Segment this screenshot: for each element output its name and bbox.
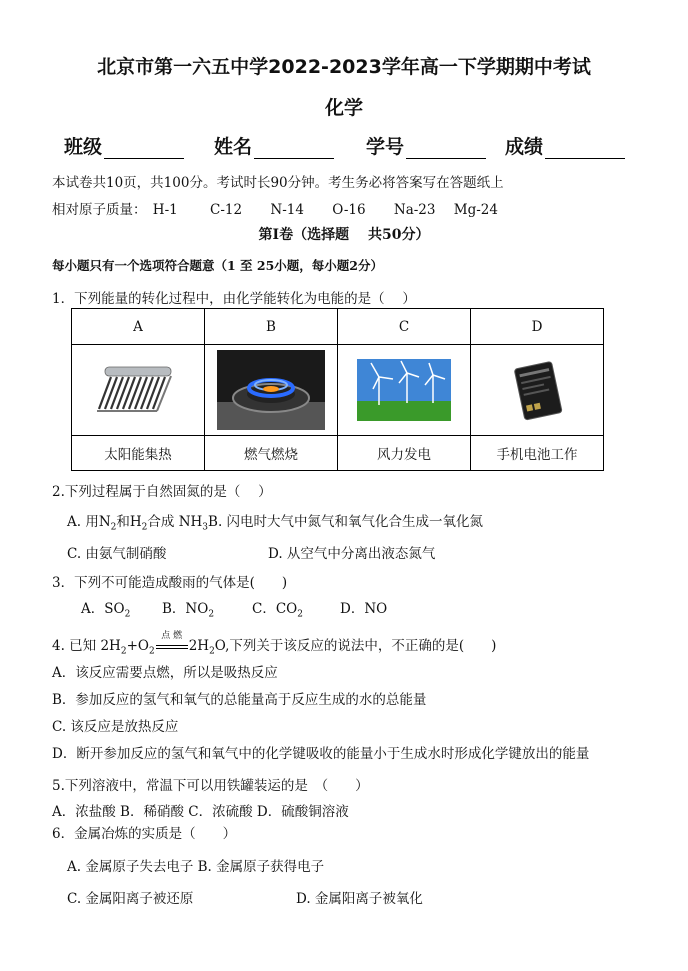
q1-stem: 1．下列能量的转化过程中，由化学能转化为电能的是（ ） — [52, 291, 416, 307]
q3-c-sub: 2 — [297, 609, 303, 620]
q3-stem: 3．下列不可能造成酸雨的气体是( ) — [52, 575, 288, 591]
mass-o: O-16 — [332, 202, 366, 218]
q2-option-d[interactable]: D. 从空气中分离出液态氮气 — [268, 546, 436, 562]
q2-a-sub2: 2 — [141, 522, 148, 533]
q4-option-a[interactable]: A．该反应需要点燃，所以是吸热反应 — [52, 665, 278, 681]
q3-option-d[interactable]: D．NO — [340, 601, 388, 617]
q2-a-text2: 和H — [116, 514, 142, 530]
q4-text-pre: 4. 已知 2H — [52, 638, 121, 654]
score-field[interactable] — [505, 132, 625, 159]
q2-b-text: B. 闪电时大气中氮气和氧气化合生成一氧化氮 — [208, 514, 484, 530]
q2-option-ab[interactable] — [67, 510, 483, 533]
mass-mg: Mg-24 — [453, 202, 498, 218]
q4-condition: 点 燃 — [161, 631, 183, 641]
q5-options[interactable]: A．浓盐酸 B．稀硝酸 C．浓硫酸 D．硫酸铜溶液 — [52, 804, 349, 820]
q4-option-b[interactable]: B．参加反应的氢气和氧气的总能量高于反应生成的水的总能量 — [52, 692, 427, 708]
q4-stem — [52, 631, 497, 657]
q4-text-prod: 2H — [188, 638, 210, 654]
q1-option-c-image — [338, 345, 471, 436]
q1-option-c-caption: 风力发电 — [338, 436, 471, 471]
phone-battery-icon — [509, 359, 565, 421]
q1-option-b-image — [205, 345, 338, 436]
q1-option-c-letter[interactable]: C — [338, 309, 471, 345]
q1-option-d-image — [471, 345, 604, 436]
q6-option-d[interactable]: D. 金属阳离子被氧化 — [296, 891, 423, 907]
q1-option-d-caption: 手机电池工作 — [471, 436, 604, 471]
q4-option-d[interactable]: D．断开参加反应的氢气和氧气中的化学键吸收的能量小于生成水时形成化学键放出的能量 — [52, 746, 590, 762]
q1-options-table — [71, 308, 604, 471]
q4-sub3: 2 — [209, 646, 215, 657]
q2-a-text3: 合成 NH — [147, 514, 203, 530]
q3-a-sub: 2 — [124, 609, 131, 620]
class-field[interactable] — [64, 132, 184, 159]
q2-option-c[interactable]: C. 由氨气制硝酸 — [67, 546, 167, 562]
q1-option-d-letter[interactable]: D — [471, 309, 604, 345]
q2-stem: 2.下列过程属于自然固氮的是（ ） — [52, 484, 272, 500]
q1-option-b-caption: 燃气燃烧 — [205, 436, 338, 471]
gas-burner-icon — [217, 350, 325, 430]
q2-a-sub3: 3 — [202, 522, 209, 533]
student-id-blank[interactable] — [406, 138, 486, 159]
mass-c: C-12 — [210, 202, 243, 218]
q4-text-post: O,下列关于该反应的说法中，不正确的是( ) — [214, 638, 497, 654]
name-blank[interactable] — [254, 138, 334, 159]
section-instruction: 每小题只有一个选项符合题意（1 至 25小题，每小题2分） — [52, 258, 383, 273]
name-label: 姓名 — [214, 136, 253, 158]
q4-option-c[interactable]: C. 该反应是放热反应 — [52, 719, 179, 735]
q3-option-a[interactable] — [81, 597, 130, 620]
exam-title: 北京市第一六五中学2022-2023学年高一下学期期中考试 — [97, 56, 591, 78]
q3-c-text: C．CO — [252, 601, 298, 617]
q1-option-b-letter[interactable]: B — [205, 309, 338, 345]
section-title: 第Ⅰ卷（选择题 共50分） — [258, 227, 430, 243]
q6-option-ab[interactable]: A. 金属原子失去电子 B. 金属原子获得电子 — [67, 859, 325, 875]
exam-info: 本试卷共10页，共100分。考试时长90分钟。考生务必将答案写在答题纸上 — [52, 175, 504, 191]
class-blank[interactable] — [104, 138, 184, 159]
q6-stem: 6．金属冶炼的实质是（ ） — [52, 826, 237, 842]
student-id-label: 学号 — [366, 136, 405, 158]
q4-sub2: 2 — [148, 646, 155, 657]
q3-b-sub: 2 — [208, 609, 215, 620]
atomic-label: 相对原子质量： — [52, 202, 147, 218]
q4-text-plus: +O — [126, 638, 149, 654]
q2-a-text: A. 用N — [67, 514, 111, 530]
wind-turbine-icon — [357, 359, 451, 421]
class-label: 班级 — [64, 136, 103, 158]
q4-equals-sign — [156, 645, 188, 649]
mass-h: H-1 — [152, 202, 178, 218]
q3-b-text: B．NO — [162, 601, 209, 617]
solar-heater-icon — [91, 359, 186, 421]
q4-arrow — [155, 631, 189, 654]
q1-option-a-letter[interactable]: A — [72, 309, 205, 345]
mass-na: Na-23 — [393, 202, 436, 218]
mass-n: N-14 — [270, 202, 304, 218]
q3-option-c[interactable] — [252, 597, 303, 620]
q1-option-a-caption: 太阳能集热 — [72, 436, 205, 471]
q2-a-sub1: 2 — [110, 522, 117, 533]
q1-option-a-image — [72, 345, 205, 436]
student-id-field[interactable] — [366, 132, 486, 159]
q4-sub1: 2 — [120, 646, 127, 657]
name-field[interactable] — [214, 132, 334, 159]
q3-option-b[interactable] — [162, 597, 214, 620]
q5-stem: 5.下列溶液中，常温下可以用铁罐装运的是 （ ） — [52, 778, 369, 794]
atomic-masses — [52, 198, 498, 218]
subject-title: 化学 — [324, 97, 363, 119]
q3-a-text: A．SO — [81, 601, 125, 617]
score-label: 成绩 — [505, 136, 544, 158]
q6-option-c[interactable]: C. 金属阳离子被还原 — [67, 891, 194, 907]
score-blank[interactable] — [545, 138, 625, 159]
